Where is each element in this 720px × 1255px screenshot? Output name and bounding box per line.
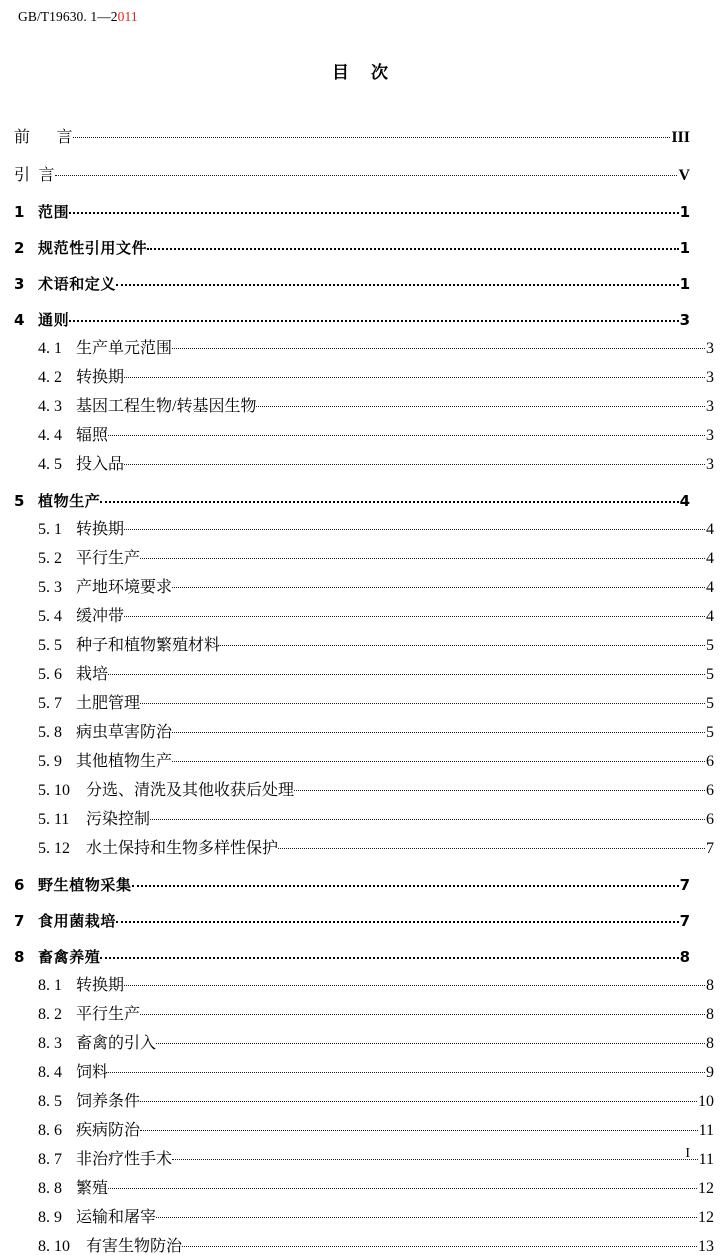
toc-entry-label: 饲料 (76, 1064, 109, 1081)
toc-leader-dots (124, 366, 705, 382)
toc-entry-number: 5 (14, 492, 25, 510)
toc-entry-label: 转换期 (76, 977, 125, 994)
toc-entry[interactable] (14, 1235, 714, 1255)
toc-entry-label: 畜禽养殖 (38, 948, 101, 966)
toc-leader-dots (140, 1119, 698, 1135)
toc-entry-number: 4. 4 (38, 427, 62, 444)
toc-entry-label: 投入品 (76, 456, 125, 473)
toc-entry[interactable] (14, 911, 690, 929)
document-header-standard-code (18, 9, 138, 25)
toc-entry-number: 7 (14, 912, 25, 930)
toc-entry-page-number: 5 (706, 637, 714, 654)
toc-entry-number: 5. 5 (38, 637, 62, 654)
toc-leader-dots (256, 395, 705, 411)
toc-entry-page-number: 5 (706, 695, 714, 712)
toc-entry-label: 种子和植物繁殖材料 (76, 637, 221, 654)
toc-leader-dots (172, 576, 705, 592)
toc-leader-dots (108, 663, 705, 679)
toc-entry-number: 2 (14, 239, 25, 257)
toc-entry-page-number: 6 (706, 811, 714, 828)
toc-entry[interactable] (14, 1119, 714, 1139)
toc-entry-number: 8. 7 (38, 1151, 62, 1168)
toc-entry-page-number: 1 (679, 239, 690, 257)
toc-entry[interactable] (14, 126, 690, 146)
toc-entry-page-number: V (678, 167, 690, 184)
toc-entry-label (14, 168, 55, 184)
toc-entry[interactable] (14, 1206, 714, 1226)
toc-entry[interactable] (14, 518, 714, 538)
toc-entry-number: 5. 1 (38, 521, 62, 538)
toc-leader-dots (140, 692, 705, 708)
toc-leader-dots (69, 202, 678, 217)
toc-entry-label: 平行生产 (76, 550, 141, 567)
toc-entry-label (14, 130, 73, 146)
toc-leader-dots (124, 453, 705, 469)
page-title: 目 次 (332, 63, 396, 83)
toc-entry-label: 转换期 (76, 369, 125, 386)
toc-entry-label: 通则 (38, 311, 70, 329)
toc-entry-label: 平行生产 (76, 1006, 141, 1023)
standard-code-prefix: GB/T19630. 1—2 (18, 9, 118, 24)
toc-entry-page-number: 3 (706, 427, 714, 444)
toc-entry[interactable] (14, 947, 690, 965)
toc-entry[interactable] (14, 1032, 714, 1052)
toc-leader-dots (172, 750, 705, 766)
toc-entry-number: 4. 5 (38, 456, 62, 473)
toc-entry-page-number: 5 (706, 666, 714, 683)
toc-entry[interactable] (14, 974, 714, 994)
toc-entry-label: 术语和定义 (38, 275, 117, 293)
toc-leader-dots (156, 1206, 697, 1222)
toc-entry-label: 病虫草害防治 (76, 724, 173, 741)
toc-entry-label: 基因工程生物/转基因生物 (76, 398, 257, 415)
toc-leader-dots (116, 274, 679, 289)
toc-entry-label: 土肥管理 (76, 695, 141, 712)
toc-entry[interactable] (14, 164, 690, 184)
toc-entry-number: 4. 1 (38, 340, 62, 357)
toc-entry-number: 5. 4 (38, 608, 62, 625)
toc-entry-number: 4. 2 (38, 369, 62, 386)
toc-leader-dots (108, 1061, 705, 1077)
toc-entry-label: 污染控制 (86, 811, 151, 828)
toc-entry-page-number: 8 (706, 1006, 714, 1023)
page-footer-number: I (685, 1146, 690, 1161)
toc-entry[interactable] (14, 491, 690, 509)
toc-entry-number: 8. 9 (38, 1209, 62, 1226)
toc-entry[interactable] (14, 1003, 714, 1023)
toc-leader-dots (116, 911, 679, 926)
toc-entry-page-number: 11 (698, 1122, 714, 1139)
toc-entry-page-number: 4 (706, 550, 714, 567)
toc-entry-label-part: 前 (14, 129, 31, 146)
toc-leader-dots (278, 837, 705, 853)
toc-entry[interactable] (14, 274, 690, 292)
toc-entry-page-number: 12 (698, 1209, 714, 1226)
toc-entry-page-number: 9 (706, 1064, 714, 1081)
toc-entry-page-number: 1 (679, 203, 690, 221)
toc-entry-label: 疾病防治 (76, 1122, 141, 1139)
toc-entry-number: 5. 7 (38, 695, 62, 712)
toc-entry-number: 8. 6 (38, 1122, 62, 1139)
toc-entry-page-number: 7 (679, 876, 690, 894)
toc-entry-label: 植物生产 (38, 492, 101, 510)
toc-entry[interactable] (14, 366, 714, 386)
toc-entry[interactable] (14, 692, 714, 712)
toc-entry-page-number: 7 (706, 840, 714, 857)
toc-entry[interactable] (14, 634, 714, 654)
standard-code-year-highlight: 011 (117, 9, 138, 24)
toc-entry-label-part: 言 (56, 129, 74, 146)
toc-entry-number: 8. 8 (38, 1180, 62, 1197)
toc-entry-page-number: 6 (706, 753, 714, 770)
toc-entry[interactable] (14, 663, 714, 683)
toc-leader-dots (150, 808, 705, 824)
toc-entry-page-number: 11 (698, 1151, 714, 1168)
toc-entry-number: 3 (14, 275, 25, 293)
toc-leader-dots (108, 424, 705, 440)
toc-entry-label: 辐照 (76, 427, 109, 444)
toc-entry-page-number: III (671, 129, 690, 146)
toc-entry-page-number: 3 (706, 456, 714, 473)
toc-entry-number: 4. 3 (38, 398, 62, 415)
toc-entry-number: 5. 10 (38, 782, 70, 799)
toc-entry-page-number: 7 (679, 912, 690, 930)
toc-entry-label: 畜禽的引入 (76, 1035, 157, 1052)
toc-leader-dots (172, 721, 705, 737)
toc-entry-number: 4 (14, 311, 25, 329)
toc-entry[interactable] (14, 310, 690, 328)
toc-entry-label-part: 言 (38, 167, 56, 184)
toc-entry[interactable] (14, 424, 714, 444)
toc-entry-number: 8. 10 (38, 1238, 70, 1255)
table-of-contents (14, 126, 714, 1255)
toc-entry-number: 6 (14, 876, 25, 894)
toc-entry-label: 水土保持和生物多样性保护 (86, 840, 279, 857)
toc-entry-page-number: 8 (679, 948, 690, 966)
toc-entry-number: 8. 2 (38, 1006, 62, 1023)
toc-entry-page-number: 4 (679, 492, 690, 510)
toc-entry[interactable] (14, 875, 690, 893)
toc-entry-label: 其他植物生产 (76, 753, 173, 770)
toc-entry[interactable] (14, 721, 714, 741)
toc-leader-dots (124, 518, 705, 534)
toc-entry-number: 8. 3 (38, 1035, 62, 1052)
toc-entry[interactable] (14, 576, 714, 596)
toc-entry-number: 5. 6 (38, 666, 62, 683)
toc-entry-number: 5. 3 (38, 579, 62, 596)
toc-entry-page-number: 4 (706, 579, 714, 596)
toc-entry-number: 8. 5 (38, 1093, 62, 1110)
toc-leader-dots (182, 1235, 697, 1251)
toc-entry-page-number: 13 (698, 1238, 714, 1255)
toc-leader-dots (147, 238, 678, 253)
toc-leader-dots (132, 875, 679, 890)
toc-entry-page-number: 4 (706, 521, 714, 538)
toc-leader-dots (294, 779, 705, 795)
toc-entry-number: 5. 9 (38, 753, 62, 770)
toc-leader-dots (100, 491, 678, 506)
toc-leader-dots (124, 974, 705, 990)
toc-entry-page-number: 3 (679, 311, 690, 329)
toc-entry-page-number: 3 (706, 398, 714, 415)
toc-entry[interactable] (14, 337, 714, 357)
toc-entry-page-number: 3 (706, 369, 714, 386)
toc-entry-page-number: 5 (706, 724, 714, 741)
toc-entry-label: 生产单元范围 (76, 340, 173, 357)
toc-entry[interactable] (14, 1177, 714, 1197)
toc-leader-dots (140, 1003, 705, 1019)
toc-entry-label-part: 引 (14, 167, 31, 184)
toc-entry[interactable] (14, 837, 714, 857)
toc-entry-label: 分选、清洗及其他收获后处理 (86, 782, 295, 799)
toc-entry-label: 野生植物采集 (38, 876, 132, 894)
toc-leader-dots (108, 1177, 697, 1193)
toc-entry-label: 有害生物防治 (86, 1238, 183, 1255)
toc-entry[interactable] (14, 1061, 714, 1081)
toc-entry[interactable] (14, 202, 690, 220)
toc-leader-dots (140, 1090, 697, 1106)
toc-leader-dots (73, 126, 670, 142)
toc-entry-number: 5. 11 (38, 811, 70, 828)
toc-entry-number: 5. 8 (38, 724, 62, 741)
toc-leader-dots (100, 947, 678, 962)
toc-entry-number: 8. 1 (38, 977, 62, 994)
toc-entry[interactable] (14, 779, 714, 799)
toc-entry[interactable] (14, 547, 714, 567)
toc-leader-dots (172, 337, 705, 353)
toc-entry-page-number: 1 (679, 275, 690, 293)
toc-entry-label: 缓冲带 (76, 608, 125, 625)
toc-entry-number: 1 (14, 203, 25, 221)
toc-entry-number: 8 (14, 948, 25, 966)
toc-entry-page-number: 10 (698, 1093, 714, 1110)
toc-entry-number: 5. 12 (38, 840, 70, 857)
toc-entry-label: 规范性引用文件 (38, 239, 148, 257)
toc-entry[interactable] (14, 808, 714, 828)
toc-entry-label: 饲养条件 (76, 1093, 141, 1110)
toc-entry-number: 8. 4 (38, 1064, 62, 1081)
toc-entry[interactable] (14, 238, 690, 256)
toc-leader-dots (140, 547, 705, 563)
toc-leader-dots (69, 310, 678, 325)
toc-entry-label: 转换期 (76, 521, 125, 538)
toc-entry-page-number: 12 (698, 1180, 714, 1197)
toc-entry-label: 繁殖 (76, 1180, 109, 1197)
toc-leader-dots (55, 164, 677, 180)
toc-entry-page-number: 6 (706, 782, 714, 799)
toc-entry-label: 产地环境要求 (76, 579, 173, 596)
toc-entry[interactable] (14, 453, 714, 473)
toc-entry-label: 运输和屠宰 (76, 1209, 157, 1226)
toc-entry[interactable] (14, 395, 714, 415)
toc-leader-dots (156, 1032, 705, 1048)
toc-entry-page-number: 8 (706, 977, 714, 994)
toc-entry-label: 栽培 (76, 666, 109, 683)
toc-entry[interactable] (14, 1090, 714, 1110)
toc-entry-label: 非治疗性手术 (76, 1151, 173, 1168)
toc-leader-dots (124, 605, 705, 621)
toc-entry-page-number: 3 (706, 340, 714, 357)
toc-entry[interactable] (14, 750, 714, 770)
toc-entry-label: 范围 (38, 203, 70, 221)
toc-entry-page-number: 4 (706, 608, 714, 625)
toc-entry[interactable] (14, 605, 714, 625)
toc-entry-page-number: 8 (706, 1035, 714, 1052)
toc-entry-number: 5. 2 (38, 550, 62, 567)
toc-leader-dots (220, 634, 705, 650)
toc-entry-label: 食用菌栽培 (38, 912, 117, 930)
